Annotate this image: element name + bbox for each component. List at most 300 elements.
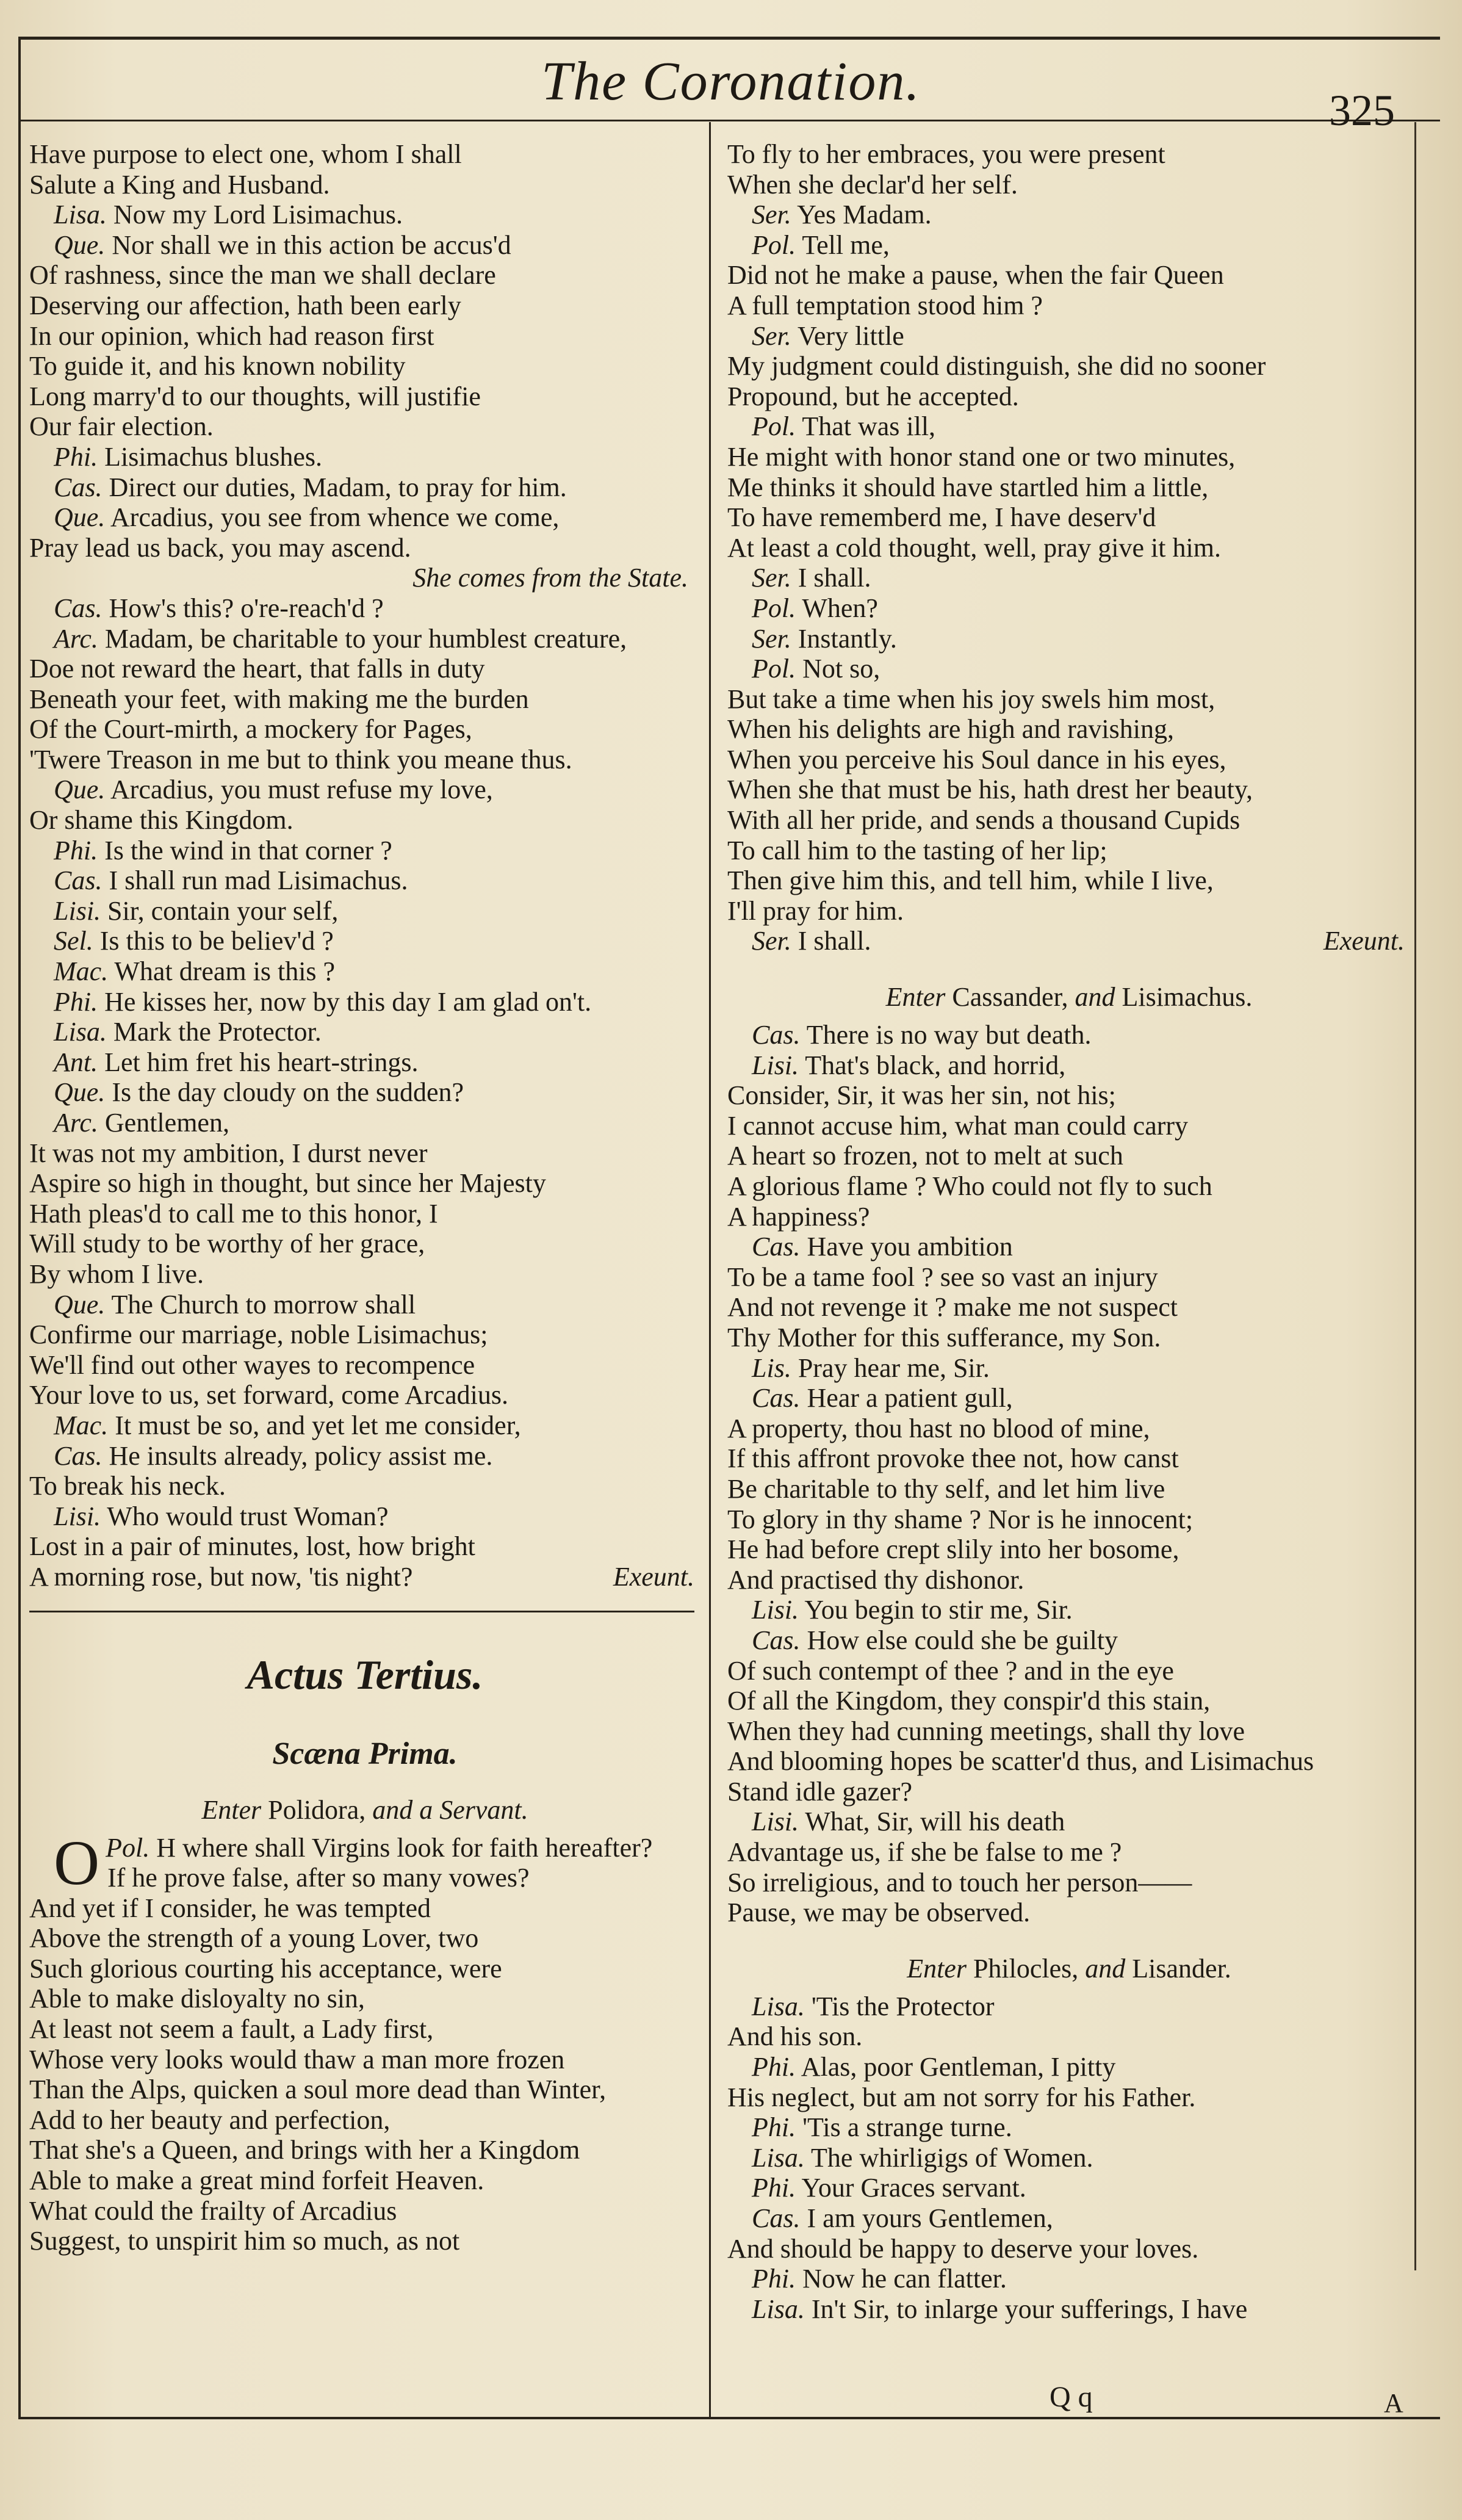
verse-line	[727, 1383, 1411, 1413]
speaker: Pol.	[752, 411, 796, 442]
speaker: Ser.	[752, 320, 791, 351]
speaker: Phi.	[752, 2173, 796, 2203]
verse-line	[727, 1080, 1411, 1111]
line-text: When they had cunning meetings, shall thy love	[727, 1716, 1245, 1746]
line-text: Is the day cloudy on the sudden?	[112, 1077, 464, 1108]
column-rule	[709, 122, 711, 2417]
line-text: I shall.	[798, 926, 871, 956]
verse-line	[29, 321, 700, 352]
verse-line	[727, 1353, 1411, 1384]
line-text: Alas, poor Gentleman, I pitty	[801, 2052, 1116, 2082]
header-rule	[18, 120, 1440, 121]
verse-line	[29, 1350, 700, 1381]
verse-line	[29, 2105, 700, 2136]
verse-line	[727, 502, 1411, 533]
verse-line	[29, 200, 700, 230]
page-number: 325	[1329, 86, 1395, 135]
speaker: Phi.	[54, 986, 98, 1017]
verse-line	[29, 442, 700, 472]
line-text: It was not my ambition, I durst never	[29, 1138, 428, 1168]
entrance-conjunction: and a Servant.	[372, 1794, 528, 1825]
speaker: Lisi.	[54, 1501, 101, 1531]
verse-line	[29, 1441, 700, 1471]
line-text: When she declar'd her self.	[727, 169, 1018, 200]
line-text: To break his neck.	[29, 1471, 226, 1501]
line-text: I cannot accuse him, what man could carry	[727, 1110, 1189, 1141]
verse-line	[727, 1020, 1411, 1050]
verse-line	[727, 563, 1411, 593]
spacer	[727, 956, 1411, 975]
verse-line	[29, 896, 700, 926]
line-text: Stand idle gazer?	[727, 1776, 912, 1807]
line-text: Let him fret his heart-strings.	[104, 1047, 419, 1077]
line-text: We'll find out other wayes to recompence	[29, 1349, 475, 1380]
line-text: To be a tame fool ? see so vast an injury	[727, 1262, 1158, 1292]
line-text: Of all the Kingdom, they conspir'd this stain,	[727, 1686, 1211, 1716]
line-text: Lost in a pair of minutes, lost, how bright	[29, 1531, 475, 1562]
verse-line	[29, 1108, 700, 1138]
entrance-direction	[727, 1946, 1411, 1991]
line-text: Consider, Sir, it was her sin, not his;	[727, 1080, 1116, 1111]
verse-line	[29, 351, 700, 381]
verse-line	[29, 260, 700, 291]
line-text: His neglect, but am not sorry for his Father.	[727, 2082, 1196, 2112]
line-text: Pause, we may be observed.	[727, 1897, 1031, 1928]
speaker: Lisa.	[752, 2294, 805, 2324]
line-text: Long marry'd to our thoughts, will justifie	[29, 381, 481, 411]
verse-line	[727, 1897, 1411, 1928]
verse-line	[29, 926, 700, 956]
verse-line	[727, 684, 1411, 715]
verse-line	[727, 1565, 1411, 1595]
line-text: Whose very looks would thaw a man more frozen	[29, 2044, 565, 2074]
verse-line	[29, 291, 700, 321]
line-text: It must be so, and yet let me consider,	[115, 1410, 521, 1440]
line-text: Add to her beauty and perfection,	[29, 2104, 391, 2135]
verse-line	[727, 2234, 1411, 2264]
verse-line	[727, 2203, 1411, 2234]
line-text: At least a cold thought, well, pray give it him.	[727, 532, 1221, 563]
character-name: Lisander.	[1132, 1953, 1231, 1984]
verse-line	[29, 1259, 700, 1290]
line-text: Will study to be worthy of her grace,	[29, 1229, 425, 1259]
verse-line	[727, 2143, 1411, 2173]
verse-line	[727, 1171, 1411, 1202]
line-text: H where shall Virgins look for faith hereafter?	[156, 1832, 653, 1863]
line-text: He might with honor stand one or two minutes,	[727, 441, 1236, 472]
line-text: Arcadius, you see from whence we come,	[110, 502, 560, 533]
speaker: Cas.	[752, 2203, 801, 2233]
line-text: Now my Lord Lisimachus.	[113, 200, 403, 230]
drop-cap: O	[54, 1827, 100, 1898]
verse-line	[29, 1138, 700, 1169]
line-text: Pray hear me, Sir.	[798, 1352, 990, 1383]
verse-line	[727, 1474, 1411, 1504]
speaker: Lisi.	[752, 1050, 799, 1080]
verse-line	[727, 139, 1411, 170]
verse-line	[727, 1837, 1411, 1868]
speaker: Cas.	[752, 1232, 801, 1262]
line-text: Is the wind in that corner ?	[104, 835, 392, 865]
verse-line	[29, 774, 700, 805]
line-text: That's black, and horrid,	[805, 1050, 1066, 1080]
verse-line	[727, 1746, 1411, 1777]
speaker: Lisi.	[752, 1595, 799, 1625]
speaker: Arc.	[54, 1108, 98, 1138]
verse-line	[29, 2226, 700, 2256]
line-text: The whirligigs of Women.	[811, 2142, 1093, 2173]
speaker: Cas.	[54, 472, 103, 502]
left-column	[29, 139, 700, 2256]
bottom-rule	[18, 2417, 1440, 2419]
verse-line	[29, 2165, 700, 2196]
line-text: And not revenge it ? make me not suspect	[727, 1292, 1178, 1323]
verse-line	[29, 2074, 700, 2105]
entrance-word: Enter	[907, 1953, 967, 1984]
speaker: Que.	[54, 1077, 106, 1108]
verse-line	[29, 170, 700, 200]
line-text: Aspire so high in thought, but since her Majesty	[29, 1168, 546, 1199]
line-text: To call him to the tasting of her lip;	[727, 835, 1107, 865]
line-text: Able to make a great mind forfeit Heaven.	[29, 2165, 484, 2196]
verse-line	[727, 865, 1411, 896]
speaker: Sel.	[54, 926, 93, 956]
speaker: Cas.	[752, 1383, 801, 1413]
speaker: Lisi.	[752, 1807, 799, 1837]
line-text: Of such contempt of thee ? and in the eye	[727, 1655, 1174, 1686]
verse-line	[29, 865, 700, 896]
line-text: But take a time when his joy swels him most,	[727, 684, 1215, 714]
verse-line	[29, 1077, 700, 1108]
line-text: To fly to her embraces, you were present	[727, 139, 1165, 169]
verse-line	[727, 624, 1411, 654]
verse-line	[29, 654, 700, 684]
speaker: Cas.	[54, 1440, 103, 1471]
entrance-word: Enter	[201, 1794, 262, 1825]
verse-line	[29, 1290, 700, 1320]
verse-line	[29, 836, 700, 866]
speaker: Phi.	[752, 2052, 796, 2082]
verse-line	[727, 714, 1411, 745]
line-text: And should be happy to deserve your loves.	[727, 2233, 1199, 2264]
line-text: He had before crept slily into her bosome,	[727, 1534, 1179, 1565]
verse-line	[727, 1050, 1411, 1081]
verse-line	[727, 291, 1411, 321]
entrance-word: Enter	[885, 982, 946, 1013]
line-text: A happiness?	[727, 1201, 870, 1232]
line-text: How's this? o're-reach'd ?	[109, 593, 384, 623]
line-text: Pray lead us back, you may ascend.	[29, 532, 411, 563]
speaker: Cas.	[752, 1020, 801, 1050]
verse-line	[727, 1777, 1411, 1807]
entrance-conjunction: and	[1085, 1953, 1126, 1984]
verse-line	[727, 1413, 1411, 1444]
line-text: Thy Mother for this sufferance, my Son.	[727, 1322, 1161, 1352]
speaker: Pol.	[752, 593, 796, 623]
right-rule	[1414, 122, 1416, 2270]
verse-line	[727, 351, 1411, 381]
verse-line	[727, 1443, 1411, 1474]
speaker: Pol.	[752, 229, 796, 260]
speaker: Phi.	[54, 835, 98, 865]
line-text: To have rememberd me, I have deserv'd	[727, 502, 1156, 533]
verse-line	[29, 2014, 700, 2045]
speaker: Lis.	[752, 1352, 791, 1383]
verse-line	[727, 442, 1411, 472]
exit-direction: Exeunt.	[613, 1561, 694, 1592]
line-text: Me thinks it should have startled him a little,	[727, 472, 1209, 502]
line-text: A heart so frozen, not to melt at such	[727, 1141, 1123, 1171]
line-text: You begin to stir me, Sir.	[804, 1595, 1073, 1625]
line-text: How else could she be guilty	[807, 1625, 1118, 1655]
line-text: Madam, be charitable to your humblest creature,	[104, 623, 627, 654]
verse-line	[727, 1656, 1411, 1686]
line-text: Of rashness, since the man we shall declare	[29, 260, 496, 291]
verse-line	[727, 896, 1411, 926]
line-text: At least not seem a fault, a Lady first,	[29, 2014, 434, 2045]
speaker: Ser.	[752, 926, 791, 956]
verse-line	[29, 956, 700, 987]
character-name: Lisimachus.	[1122, 982, 1253, 1013]
speaker: Arc.	[54, 623, 98, 654]
verse-line	[727, 1686, 1411, 1716]
line-text: Now he can flatter.	[802, 2264, 1007, 2294]
line-text: Lisimachus blushes.	[104, 441, 322, 472]
line-text: 'Tis a strange turne.	[802, 2112, 1012, 2143]
line-text: Have you ambition	[807, 1232, 1013, 1262]
verse-line	[29, 624, 700, 654]
verse-line	[727, 2173, 1411, 2203]
entrance-conjunction: and	[1075, 982, 1115, 1013]
line-text: Sir, contain your self,	[107, 895, 339, 926]
verse-line	[29, 472, 700, 503]
line-text: And his son.	[727, 2021, 863, 2052]
line-text: So irreligious, and to touch her person——	[727, 1867, 1192, 1897]
line-text: A glorious flame ? Who could not fly to such	[727, 1171, 1212, 1201]
stage-direction: She comes from the State.	[412, 563, 688, 593]
verse-line	[29, 1168, 700, 1199]
verse-line	[29, 1501, 700, 1532]
line-text: Is this to be believ'd ?	[99, 926, 334, 956]
entrance-direction	[29, 1788, 700, 1833]
line-text: That was ill,	[802, 411, 936, 442]
verse-line	[727, 2264, 1411, 2294]
line-text: What dream is this ?	[114, 956, 336, 987]
speaker: Mac.	[54, 1410, 109, 1440]
character-name: Philocles,	[973, 1953, 1079, 1984]
line-text: A morning rose, but now, 'tis night?	[29, 1561, 413, 1592]
line-text: Your Graces servant.	[801, 2173, 1026, 2203]
line-text: Able to make disloyalty no sin,	[29, 1984, 365, 2014]
verse-line	[29, 805, 700, 836]
line-text: When?	[802, 593, 878, 623]
verse-line	[29, 1863, 700, 1893]
verse-line	[727, 1716, 1411, 1747]
verse-line	[727, 1292, 1411, 1323]
line-text: Nor shall we in this action be accus'd	[112, 229, 511, 260]
line-text: Confirme our marriage, noble Lisimachus;	[29, 1320, 488, 1350]
verse-line	[29, 714, 700, 745]
verse-line	[29, 1471, 700, 1501]
line-text: He insults already, policy assist me.	[109, 1440, 493, 1471]
line-text: Have purpose to elect one, whom I shall	[29, 139, 462, 169]
line-text: My judgment could distinguish, she did no sooner	[727, 351, 1266, 381]
line-text: Did not he make a pause, when the fair Queen	[727, 260, 1224, 291]
speaker: Que.	[54, 502, 106, 533]
line-text: Above the strength of a young Lover, two	[29, 1923, 479, 1954]
verse-line	[727, 2112, 1411, 2143]
speaker: Cas.	[752, 1625, 801, 1655]
verse-line	[727, 654, 1411, 684]
verse-line	[29, 1893, 700, 1924]
verse-line	[29, 1047, 700, 1078]
right-column	[727, 139, 1411, 2324]
speaker: Que.	[54, 1289, 106, 1320]
verse-line	[29, 987, 700, 1017]
verse-line	[727, 1807, 1411, 1837]
speaker: Lisi.	[54, 895, 101, 926]
line-text: He kisses her, now by this day I am glad on't.	[104, 986, 592, 1017]
line-text: Beneath your feet, with making me the burden	[29, 684, 529, 714]
line-text: Suggest, to unspirit him so much, as not	[29, 2226, 460, 2256]
running-title: The Coronation.	[541, 51, 921, 112]
verse-line	[29, 2045, 700, 2075]
speaker: Ser.	[752, 623, 791, 654]
verse-line	[29, 1984, 700, 2014]
scene-heading: Scæna Prima.	[272, 1736, 458, 1771]
top-rule	[18, 37, 1440, 40]
line-text: Be charitable to thy self, and let him live	[727, 1473, 1165, 1504]
line-text: Gentlemen,	[104, 1108, 229, 1138]
line-text: Or shame this Kingdom.	[29, 805, 293, 836]
verse-line	[727, 1504, 1411, 1535]
verse-line	[727, 1323, 1411, 1353]
line-text: If he prove false, after so many vowes?	[107, 1863, 530, 1893]
verse-line	[727, 533, 1411, 563]
verse-line	[727, 836, 1411, 866]
line-text: And yet if I consider, he was tempted	[29, 1893, 431, 1923]
verse-line	[727, 745, 1411, 775]
verse-line	[727, 805, 1411, 836]
line-text: Arcadius, you must refuse my love,	[110, 774, 493, 805]
verse-line	[727, 1625, 1411, 1656]
line-text: Who would trust Woman?	[107, 1501, 389, 1531]
speaker: Cas.	[54, 865, 103, 896]
verse-line	[727, 774, 1411, 805]
line-text: Mark the Protector.	[113, 1017, 322, 1047]
verse-line	[727, 200, 1411, 230]
speaker: Lisa.	[752, 1991, 805, 2021]
line-text: A property, thou hast no blood of mine,	[727, 1413, 1150, 1443]
line-text: In't Sir, to inlarge your sufferings, I have	[811, 2294, 1248, 2324]
verse-line	[29, 1562, 700, 1592]
verse-line	[727, 2082, 1411, 2113]
entrance-direction	[727, 975, 1411, 1020]
verse-line	[727, 926, 1411, 956]
verse-line	[727, 2052, 1411, 2082]
verse-line	[727, 1111, 1411, 1141]
speaker: Pol.	[752, 654, 796, 684]
line-text: I am yours Gentlemen,	[807, 2203, 1053, 2233]
line-text: To glory in thy shame ? Nor is he innocent;	[727, 1504, 1194, 1534]
speaker: Ant.	[54, 1047, 98, 1077]
line-text: I'll pray for him.	[727, 895, 904, 926]
line-text: And practised thy dishonor.	[727, 1564, 1024, 1595]
verse-line	[29, 1199, 700, 1229]
line-text: Advantage us, if she be false to me ?	[727, 1837, 1122, 1868]
verse-line	[727, 1991, 1411, 2022]
verse-line	[29, 684, 700, 715]
line-text: Not so,	[802, 654, 880, 684]
line-text: In our opinion, which had reason first	[29, 320, 434, 351]
line-text: What, Sir, will his death	[805, 1807, 1065, 1837]
verse-line	[29, 1954, 700, 1984]
left-rule	[18, 37, 21, 2419]
signature-mark: Q q	[1050, 2381, 1093, 2413]
verse-line	[29, 1320, 700, 1350]
line-text: Deserving our affection, hath been early	[29, 290, 461, 320]
character-name: Cassander,	[952, 982, 1068, 1013]
line-text: Hear a patient gull,	[807, 1383, 1013, 1413]
verse-line	[29, 1923, 700, 1954]
line-text: Hath pleas'd to call me to this honor, I	[29, 1198, 438, 1229]
line-text: Very little	[798, 320, 904, 351]
speaker: Ser.	[752, 200, 791, 230]
verse-line	[29, 2135, 700, 2165]
line-text: I shall run mad Lisimachus.	[109, 865, 408, 896]
verse-line	[727, 593, 1411, 624]
verse-line	[29, 533, 700, 563]
verse-line	[727, 2294, 1411, 2325]
line-text: When you perceive his Soul dance in his eyes,	[727, 744, 1226, 774]
line-text: 'Twere Treason in me but to think you meane thus.	[29, 744, 572, 774]
line-text: The Church to morrow shall	[111, 1289, 416, 1320]
line-text: And blooming hopes be scatter'd thus, and Lisimachus	[727, 1746, 1314, 1777]
line-text: Your love to us, set forward, come Arcadius.	[29, 1380, 508, 1410]
verse-line	[29, 411, 700, 442]
spacer	[727, 1928, 1411, 1946]
speaker: Lisa.	[54, 1017, 107, 1047]
line-text: Salute a King and Husband.	[29, 169, 330, 200]
speaker: Cas.	[54, 593, 103, 623]
act-separator-rule	[29, 1592, 700, 1629]
verse-line	[29, 502, 700, 533]
verse-line	[727, 1232, 1411, 1262]
speaker: Pol.	[106, 1832, 150, 1863]
verse-line	[727, 1262, 1411, 1293]
line-text: Of the Court-mirth, a mockery for Pages,	[29, 714, 472, 745]
exit-direction: Exeunt.	[1323, 926, 1405, 956]
verse-line	[29, 745, 700, 775]
line-text: Propound, but he accepted.	[727, 381, 1019, 411]
verse-line	[29, 381, 700, 412]
line-text: By whom I live.	[29, 1258, 204, 1289]
verse-line	[727, 1202, 1411, 1232]
verse-line	[29, 593, 700, 624]
verse-line	[29, 1017, 700, 1047]
verse-line	[29, 1531, 700, 1562]
speaker: Phi.	[54, 441, 98, 472]
line-text: Doe not reward the heart, that falls in duty	[29, 654, 485, 684]
verse-line	[29, 230, 700, 261]
line-text: Yes Madam.	[797, 200, 932, 230]
verse-line	[727, 1534, 1411, 1565]
line-text: When she that must be his, hath drest her beauty,	[727, 774, 1253, 805]
verse-line	[727, 411, 1411, 442]
verse-line	[727, 1868, 1411, 1898]
speaker: Lisa.	[54, 200, 107, 230]
verse-line	[727, 170, 1411, 200]
